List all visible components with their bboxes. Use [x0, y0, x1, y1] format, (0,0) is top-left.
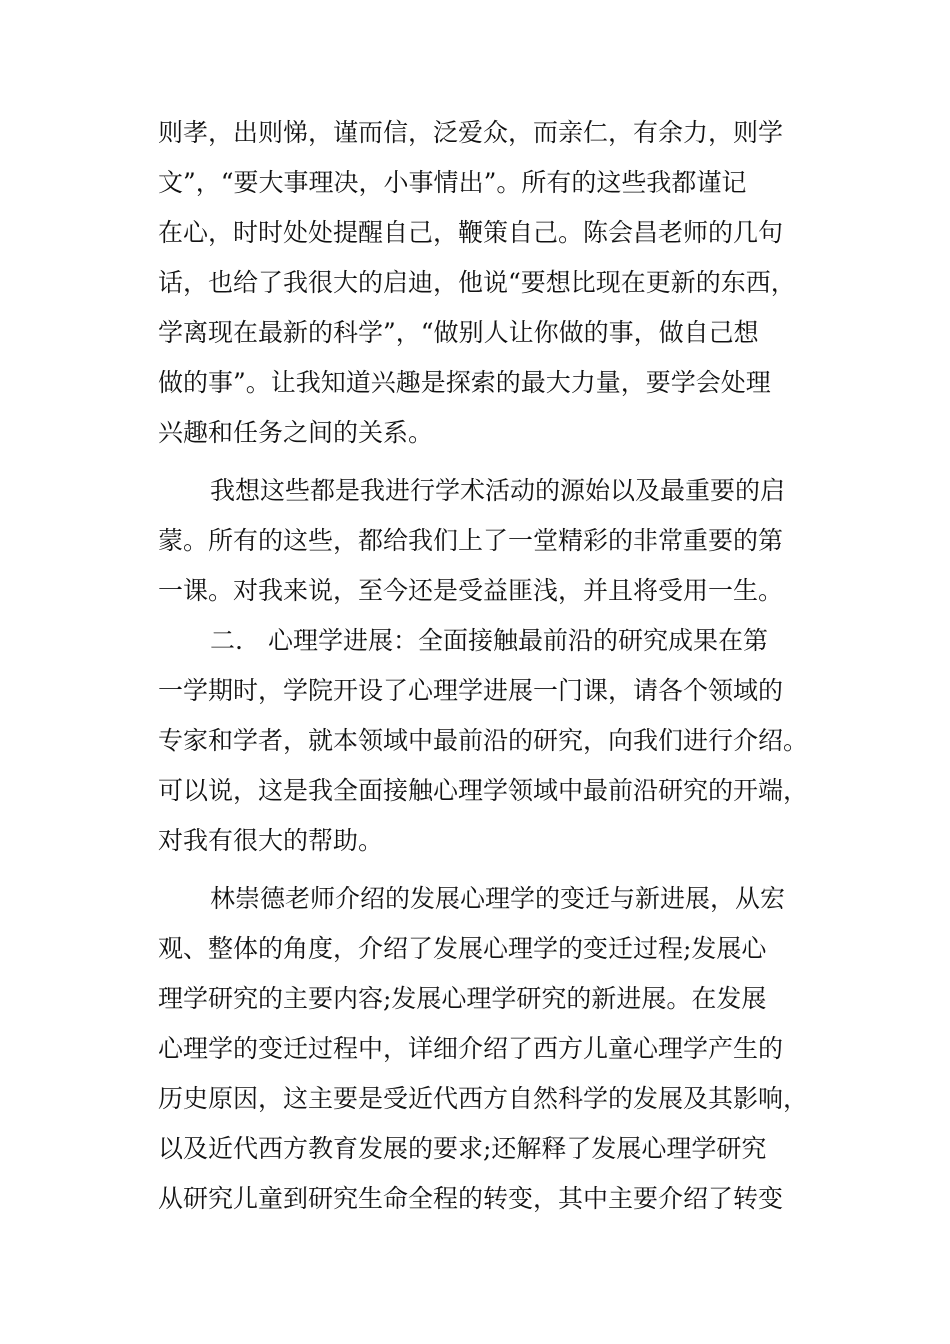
text-line: 蒙。所有的这些，都给我们上了一堂精彩的非常重要的第: [158, 526, 784, 555]
text-line: 文”，“要大事理决，小事情出”。所有的这些我都谨记: [158, 168, 747, 197]
body-text: [158, 108, 818, 1224]
text-line: 对我有很大的帮助。: [158, 826, 384, 855]
text-line: 观、整体的角度，介绍了发展心理学的变迁过程;发展心: [158, 934, 767, 963]
text-line: 专家和学者，就本领域中最前沿的研究，向我们进行介绍。: [158, 726, 809, 755]
section-heading-line: 二. 心理学进展：全面接触最前沿的研究成果在第: [210, 626, 768, 655]
paragraph-start-line: 林崇德老师介绍的发展心理学的变迁与新进展，从宏: [210, 884, 786, 913]
text-line: 以及近代西方教育发展的要求;还解释了发展心理学研究: [158, 1134, 767, 1163]
text-line: 做的事”。让我知道兴趣是探索的最大力量，要学会处理: [158, 368, 771, 397]
text-line: 在心，时时处处提醒自己，鞭策自己。陈会昌老师的几句: [158, 218, 784, 247]
text-line: 兴趣和任务之间的关系。: [158, 418, 434, 447]
text-line: 理学研究的主要内容;发展心理学研究的新进展。在发展: [158, 984, 767, 1013]
text-line: 可以说，这是我全面接触心理学领域中最前沿研究的开端，: [158, 776, 809, 805]
text-line: 历史原因，这主要是受近代西方自然科学的发展及其影响，: [158, 1084, 809, 1113]
text-line: 一课。对我来说，至今还是受益匪浅，并且将受用一生。: [158, 576, 784, 605]
text-line: 则孝，出则悌，谨而信，泛爱众，而亲仁，有余力，则学: [158, 118, 784, 147]
text-line: 一学期时，学院开设了心理学进展一门课，请各个领域的: [158, 676, 784, 705]
text-line: 话，也给了我很大的启迪，他说“要想比现在更新的东西，: [158, 268, 796, 297]
text-line: 学离现在最新的科学”，“做别人让你做的事，做自己想: [158, 318, 759, 347]
text-line: 从研究儿童到研究生命全程的转变，其中主要介绍了转变: [158, 1184, 784, 1213]
text-line: 心理学的变迁过程中，详细介绍了西方儿童心理学产生的: [158, 1034, 784, 1063]
paragraph-start-line: 我想这些都是我进行学术活动的源始以及最重要的启: [210, 476, 786, 505]
